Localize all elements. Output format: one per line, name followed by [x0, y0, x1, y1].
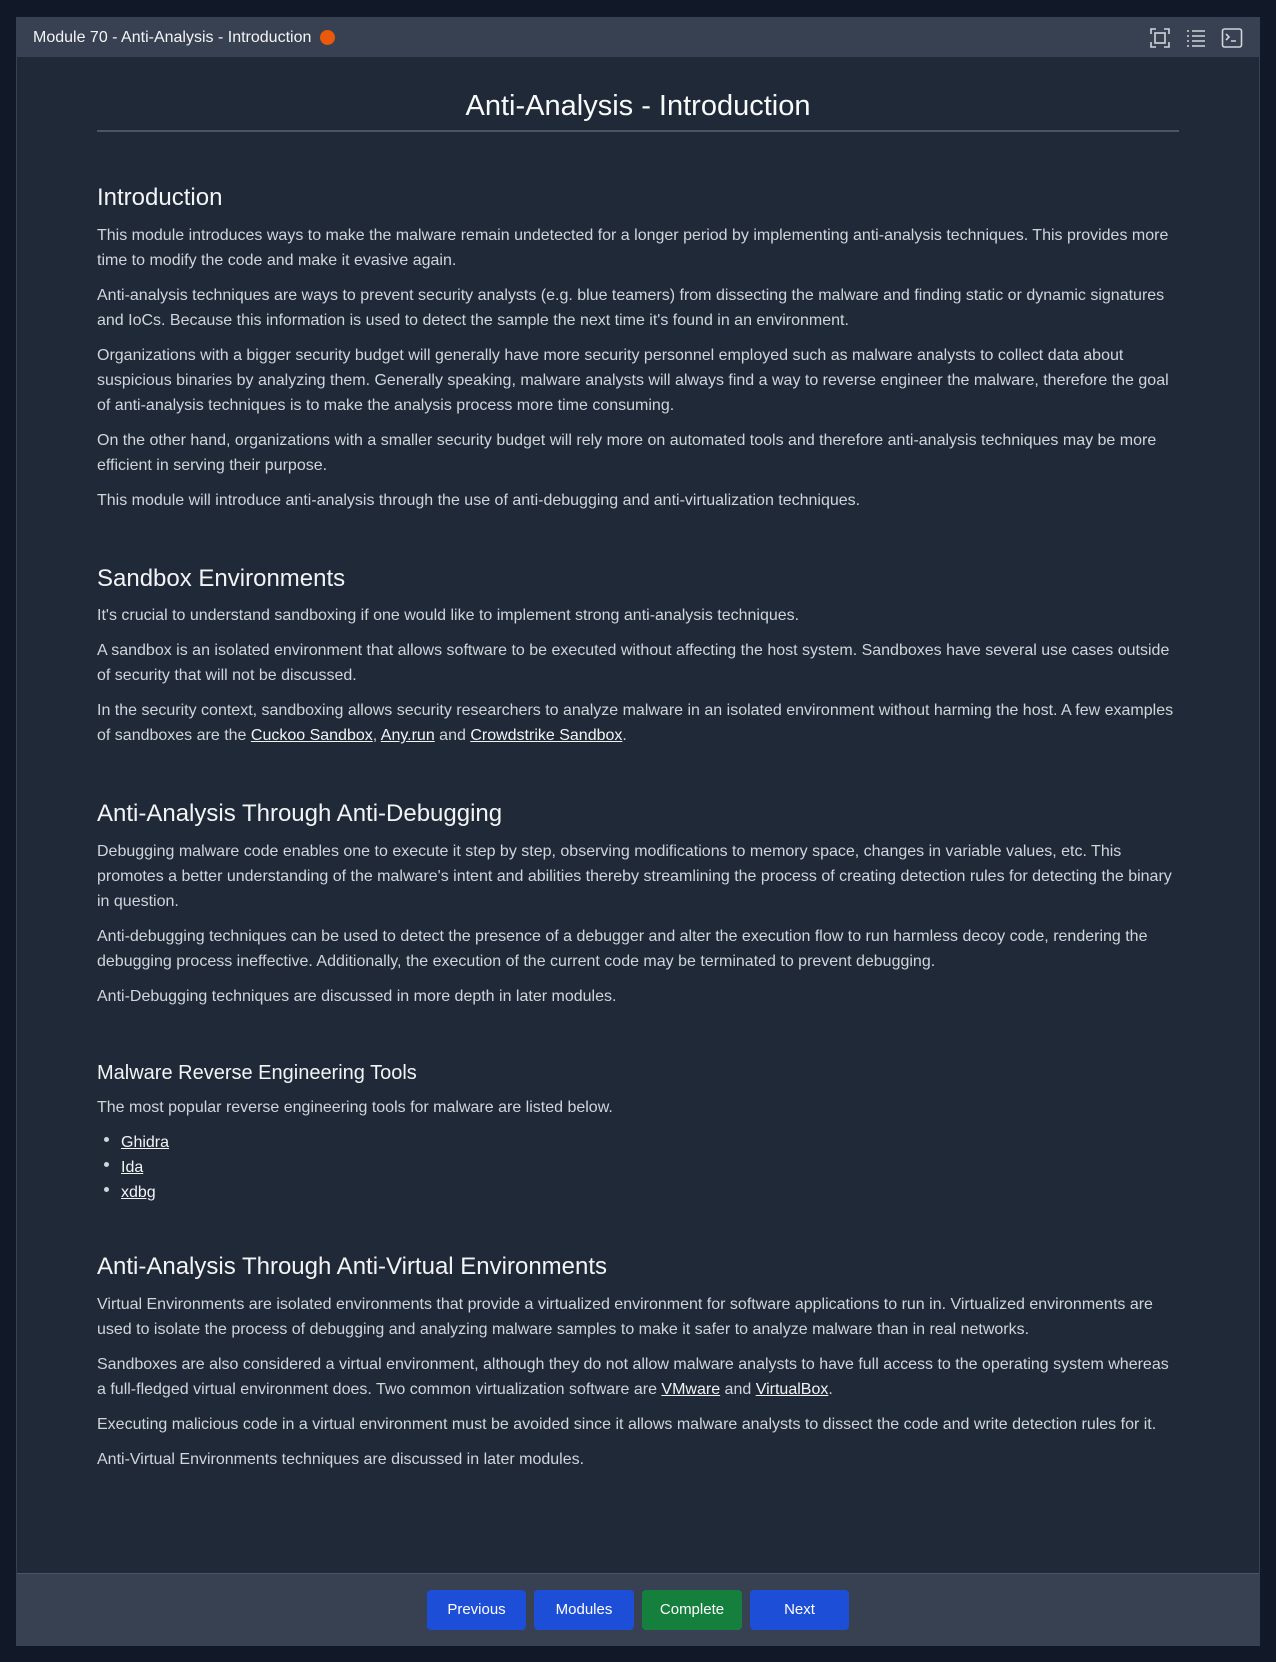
paragraph: This module introduces ways to make the malware remain undetected for a longer period by implementing anti-analysis techniques. This provides more time to modify the code and make it evasive again. — [97, 226, 1169, 269]
section-reverse-engineering-tools — [97, 1061, 1179, 1205]
terminal-icon[interactable] — [1221, 27, 1243, 49]
next-button[interactable]: Next — [750, 1590, 849, 1630]
paragraph: Anti-analysis techniques are ways to prevent security analysts (e.g. blue teamers) from dissecting the malware and finding static or dynamic signatures and IoCs. Because this information is used to detect the sample the next time it's found in an environment. — [97, 286, 1165, 329]
paragraph: A sandbox is an isolated environment that allows software to be executed without affecting the host system. Sandboxes have several use cases outside of security that will not be discussed. — [97, 642, 1170, 685]
list-icon[interactable] — [1185, 27, 1207, 49]
previous-button[interactable]: Previous — [427, 1590, 526, 1630]
module-window — [16, 17, 1260, 1646]
section-sandbox-environments — [97, 565, 1179, 749]
paragraph: Virtual Environments are isolated environments that provide a virtualized environment for software applications to run in. Virtualized environments are used to isolate the process of debugging and analyzing malware samples to make it safer to analyze malware than in real networks. — [97, 1295, 1153, 1338]
paragraph-text: . — [622, 727, 627, 745]
section-anti-virtual-environments — [97, 1253, 1179, 1472]
list-item — [121, 1155, 1179, 1180]
list-item — [121, 1180, 1179, 1205]
xdbg-link[interactable]: xdbg — [121, 1184, 156, 1202]
paragraph-text: Sandboxes are also considered a virtual environment, although they do not allow malware analysts to have full access to the operating system whereas a full-fledged virtual environment does. Two common virtualization software are — [97, 1355, 1169, 1398]
page-title: Anti-Analysis - Introduction — [97, 89, 1179, 132]
paragraph: Debugging malware code enables one to execute it step by step, observing modifications to memory space, changes in variable values, etc. This promotes a better understanding of the malware's intent and abilities thereby streamlining the process of creating detection rules for detecting the binary in question. — [97, 843, 1172, 911]
paragraph: This module will introduce anti-analysis through the use of anti-debugging and anti-virtualization techniques. — [97, 491, 861, 509]
virtualbox-link[interactable]: VirtualBox — [755, 1380, 829, 1398]
paragraph-text: and — [434, 727, 471, 745]
complete-button[interactable]: Complete — [642, 1590, 742, 1630]
paragraph: Anti-Virtual Environments techniques are discussed in later modules. — [97, 1450, 585, 1468]
paragraph — [97, 698, 1179, 748]
window-title: Module 70 - Anti-Analysis - Introduction — [33, 28, 312, 46]
paragraph: The most popular reverse engineering tools for malware are listed below. — [97, 1099, 613, 1117]
list-item — [121, 1130, 1179, 1155]
paragraph-text: In the security context, sandboxing allows security researchers to analyze malware in an isolated environment without harming the host. A few examples of sandboxes are the — [97, 702, 1174, 745]
paragraph-text: . — [828, 1380, 833, 1398]
section-introduction — [97, 184, 1179, 513]
cuckoo-sandbox-link[interactable]: Cuckoo Sandbox — [250, 727, 373, 745]
navigation-footer — [17, 1573, 1259, 1645]
fullscreen-icon[interactable] — [1149, 27, 1171, 49]
paragraph: Anti-Debugging techniques are discussed in more depth in later modules. — [97, 988, 617, 1006]
vmware-link[interactable]: VMware — [661, 1380, 721, 1398]
paragraph: Organizations with a bigger security budget will generally have more security personnel employed such as malware analysts to collect data about suspicious binaries by analyzing them. Generally speaking, malware analysts will always find a way to reverse engineer the malware, therefore the goal of anti-analysis techniques is to make the analysis process more time consuming. — [97, 346, 1169, 414]
modules-button[interactable]: Modules — [534, 1590, 634, 1630]
section-heading: Sandbox Environments — [97, 564, 346, 592]
paragraph-text: , — [372, 727, 381, 745]
section-anti-debugging — [97, 800, 1179, 1009]
crowdstrike-sandbox-link[interactable]: Crowdstrike Sandbox — [470, 727, 623, 745]
paragraph: Executing malicious code in a virtual environment must be avoided since it allows malware analysts to dissect the code and write detection rules for it. — [97, 1415, 1157, 1433]
paragraph — [97, 1352, 1179, 1402]
section-heading: Anti-Analysis Through Anti-Virtual Environments — [97, 1253, 608, 1281]
ida-link[interactable]: Ida — [121, 1159, 144, 1177]
paragraph-text: and — [720, 1380, 756, 1398]
section-heading: Introduction — [97, 183, 223, 211]
ghidra-link[interactable]: Ghidra — [121, 1134, 170, 1152]
paragraph: Anti-debugging techniques can be used to detect the presence of a debugger and alter the execution flow to run harmless decoy code, rendering the debugging process ineffective. Additionally, the execution of the current code may be terminated to prevent debugging. — [97, 928, 1148, 971]
subsection-heading: Malware Reverse Engineering Tools — [97, 1062, 417, 1085]
status-dot-icon — [320, 30, 335, 45]
tools-list — [97, 1130, 1179, 1205]
paragraph: It's crucial to understand sandboxing if one would like to implement strong anti-analysis techniques. — [97, 607, 800, 625]
paragraph: On the other hand, organizations with a smaller security budget will rely more on automated tools and therefore anti-analysis techniques may be more efficient in serving their purpose. — [97, 431, 1157, 474]
section-heading: Anti-Analysis Through Anti-Debugging — [97, 800, 503, 828]
title-bar — [17, 18, 1259, 57]
any-run-link[interactable]: Any.run — [380, 727, 435, 745]
module-content — [17, 89, 1259, 1472]
